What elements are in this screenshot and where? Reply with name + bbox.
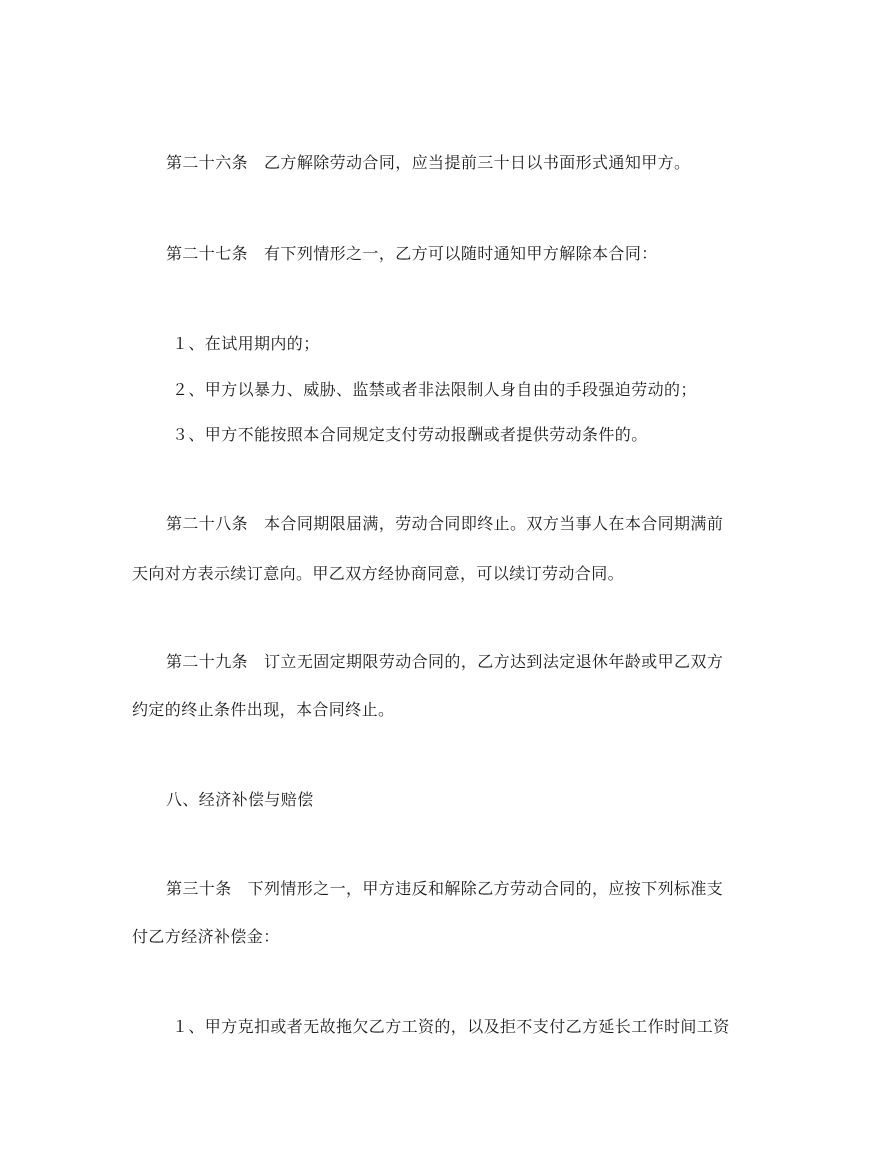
article-27-item-2: ２、甲方以暴力、威胁、监禁或者非法限制人身自由的手段强迫劳动的； bbox=[172, 380, 697, 399]
article-27-item-1: １、在试用期内的； bbox=[172, 334, 320, 353]
article-27-item-3: ３、甲方不能按照本合同规定支付劳动报酬或者提供劳动条件的。 bbox=[172, 425, 648, 444]
article-26 bbox=[166, 153, 690, 173]
article-29-line-2: 约定的终止条件出现，本合同终止。 bbox=[132, 700, 395, 719]
section-8-heading: 八、经济补偿与赔偿 bbox=[166, 790, 314, 809]
article-30-label: 第三十条 bbox=[166, 879, 232, 898]
article-30-line-2: 付乙方经济补偿金： bbox=[132, 927, 280, 946]
article-27-label: 第二十七条 bbox=[166, 244, 249, 263]
article-26-text: 乙方解除劳动合同，应当提前三十日以书面形式通知甲方。 bbox=[264, 153, 691, 172]
article-29-label: 第二十九条 bbox=[166, 652, 249, 671]
article-28-label: 第二十八条 bbox=[166, 514, 249, 533]
article-30-line-1 bbox=[166, 879, 723, 899]
article-27 bbox=[166, 244, 658, 264]
article-28-line-1 bbox=[166, 514, 723, 534]
article-29-text-1: 订立无固定期限劳动合同的，乙方达到法定退休年龄或甲乙双方 bbox=[264, 652, 724, 671]
article-29-line-1 bbox=[166, 652, 723, 672]
article-26-label: 第二十六条 bbox=[166, 153, 249, 172]
article-27-text: 有下列情形之一，乙方可以随时通知甲方解除本合同： bbox=[264, 244, 658, 263]
article-28-text-1: 本合同期限届满，劳动合同即终止。双方当事人在本合同期满前 bbox=[264, 514, 724, 533]
article-30-item-1: １、甲方克扣或者无故拖欠乙方工资的，以及拒不支付乙方延长工作时间工资 bbox=[172, 1017, 730, 1036]
article-28-line-2: 天向对方表示续订意向。甲乙双方经协商同意，可以续订劳动合同。 bbox=[132, 564, 625, 583]
article-30-text-1: 下列情形之一，甲方违反和解除乙方劳动合同的，应按下列标准支 bbox=[247, 879, 724, 898]
